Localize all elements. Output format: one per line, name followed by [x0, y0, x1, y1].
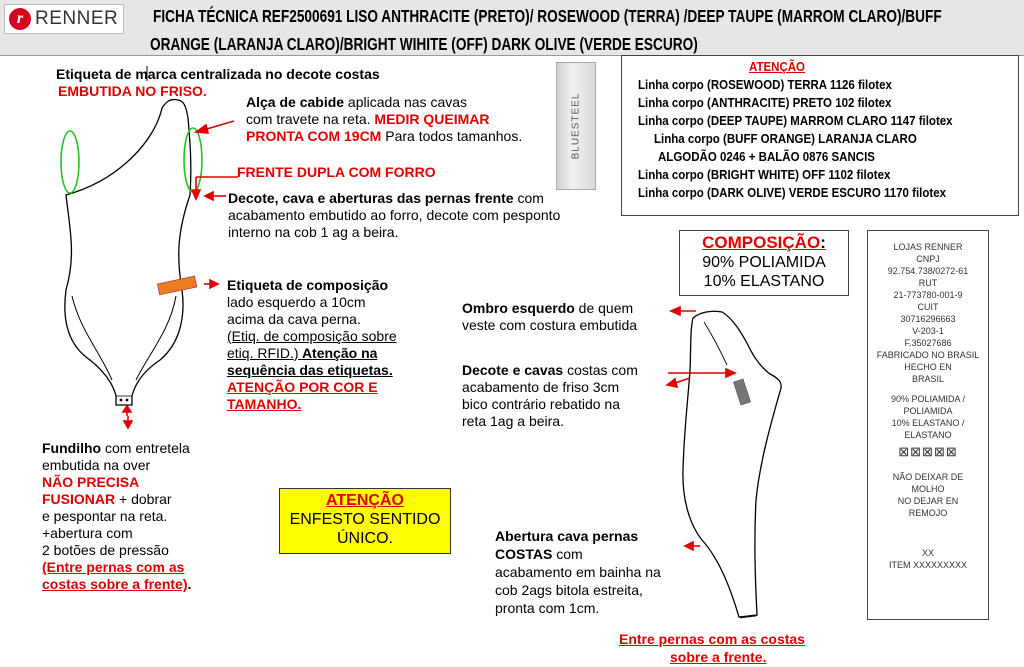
- care-line: RUT: [918, 278, 938, 288]
- note-etiq-comp-l4: etiq. RFID.) Atenção na: [227, 345, 378, 361]
- note-etiq-comp-title: Etiqueta de composição: [227, 277, 389, 293]
- note-botoes: 2 botões de pressão: [42, 542, 169, 558]
- note-decote-line3: interno na cob 1 ag a beira.: [228, 224, 399, 240]
- logo-text: RENNER: [35, 8, 119, 29]
- thread-line-6: Linha corpo (BRIGHT WHITE) OFF 1102 filotex: [638, 168, 891, 182]
- care-comp-line: 90% POLIAMIDA /: [890, 394, 966, 404]
- note-decote-costas: Decote e cavas costas com: [462, 362, 638, 378]
- care-instr-line: REMOJO: [908, 508, 948, 518]
- note-decote-line2: acabamento embutido ao forro, decote com pesponto: [228, 207, 561, 223]
- note-abertura-costas-l3: acabamento em bainha na: [495, 564, 661, 580]
- thread-line-1: Linha corpo (ROSEWOOD) TERRA 1126 filotex: [638, 78, 892, 92]
- care-line: CUIT: [917, 302, 939, 312]
- note-atencao-cor: ATENÇÃO POR COR E: [227, 379, 378, 395]
- front-swimsuit-sketch: [65, 99, 191, 405]
- note-entre-pernas-bottom-l1: Entre pernas com as costas: [619, 631, 805, 647]
- enfesto-title: ATENÇÃO: [326, 492, 404, 509]
- care-comp-line: POLIAMIDA: [903, 406, 953, 416]
- care-line: CNPJ: [916, 254, 940, 264]
- care-line: FABRICADO NO BRASIL: [876, 350, 980, 360]
- note-etiqueta-marca: Etiqueta de marca centralizada no decote costas: [56, 66, 380, 82]
- thread-attention-box: [621, 55, 1019, 216]
- care-line: 92.754.738/0272-61: [887, 266, 969, 276]
- care-size: XX: [921, 548, 934, 558]
- attention-title: ATENÇÃO: [749, 60, 806, 74]
- note-costas: COSTAS com: [495, 546, 583, 562]
- note-decote-costas-l3: bico contrário rebatido na: [462, 396, 620, 412]
- bluesteel-woven-tag: [556, 62, 596, 190]
- note-etiq-comp-l2: acima da cava perna.: [227, 311, 361, 327]
- note-abertura-costas: Abertura cava pernas: [495, 528, 639, 544]
- woven-tag-text: BLUESTEEL: [570, 92, 582, 160]
- note-abertura-com: +abertura com: [42, 525, 133, 541]
- thread-line-2: Linha corpo (ANTHRACITE) PRETO 102 filotex: [638, 96, 892, 110]
- care-line: LOJAS RENNER: [893, 242, 963, 252]
- care-item: ITEM XXXXXXXXX: [888, 560, 968, 570]
- note-pespontar: e pespontar na reta.: [42, 508, 168, 524]
- note-fundilho-l2: embutida na over: [42, 457, 151, 473]
- care-instr-line: NO DEJAR EN: [897, 496, 959, 506]
- care-label: [867, 230, 989, 620]
- note-etiq-comp-l5: sequência das etiquetas.: [227, 362, 393, 378]
- enfesto-attention-box: [279, 488, 451, 554]
- header-bar: [0, 0, 1024, 56]
- note-abertura-costas-l4: cob 2ags bitola estreita,: [495, 582, 643, 598]
- note-decote-frente: Decote, cava e aberturas das pernas frente com: [228, 190, 544, 206]
- note-fundilho: Fundilho com entretela: [42, 440, 190, 456]
- note-entre-pernas-bottom-l2: sobre a frente.: [670, 649, 767, 665]
- note-tamanho: TAMANHO.: [227, 396, 302, 412]
- care-line: F.35027686: [904, 338, 952, 348]
- thread-line-7: Linha corpo (DARK OLIVE) VERDE ESCURO 1170 filotex: [638, 186, 946, 200]
- composition-title: COMPOSIÇÃO:: [702, 233, 826, 252]
- care-symbols-icon: ⊠⊠⊠⊠⊠: [898, 444, 958, 459]
- thread-line-5: ALGODÃO 0246 + BALÃO 0876 SANCIS: [658, 150, 875, 164]
- composition-line-1: 90% POLIAMIDA: [702, 254, 826, 271]
- thread-line-3: Linha corpo (DEEP TAUPE) MARROM CLARO 1147 filotex: [638, 114, 953, 128]
- care-comp-line: ELASTANO: [904, 430, 952, 440]
- note-alca-line3: PRONTA COM 19CM Para todos tamanhos.: [246, 128, 523, 144]
- composition-line-2: 10% ELASTANO: [703, 273, 825, 290]
- care-instr-line: NÃO DEIXAR DE: [892, 472, 964, 482]
- note-etiq-comp-l3: (Etiq. de composição sobre: [227, 328, 397, 344]
- title-line-1: FICHA TÉCNICA REF2500691 LISO ANTHRACITE (PRETO)/ ROSEWOOD (TERRA) /DEEP TAUPE (MARROM CLARO)/BUFF: [153, 6, 942, 26]
- note-decote-costas-l4: reta 1ag a beira.: [462, 413, 564, 429]
- care-line: HECHO EN: [904, 362, 952, 372]
- note-entre-pernas-l1: (Entre pernas com as: [42, 559, 185, 575]
- renner-logo: [4, 4, 124, 34]
- back-neck-label: [734, 379, 751, 405]
- care-instr-line: MOLHO: [911, 484, 945, 494]
- note-ombro-l2: veste com costura embutida: [462, 317, 638, 333]
- enfesto-line-2: ÚNICO.: [337, 530, 393, 547]
- note-abertura-costas-l5: pronta com 1cm.: [495, 600, 600, 616]
- note-nao-precisa: NÃO PRECISA: [42, 474, 140, 490]
- note-fusionar: FUSIONAR + dobrar: [42, 491, 172, 507]
- note-alca-line2: com travete na reta. MEDIR QUEIMAR: [246, 111, 490, 127]
- note-frente-dupla: FRENTE DUPLA COM FORRO: [237, 164, 436, 180]
- title-line-2: ORANGE (LARANJA CLARO)/BRIGHT WIHITE (OFF) DARK OLIVE (VERDE ESCURO): [150, 34, 698, 54]
- note-embutida-friso: EMBUTIDA NO FRISO.: [58, 83, 207, 99]
- care-line: 21-773780-001-9: [893, 290, 963, 300]
- green-oval-left: [61, 131, 79, 193]
- note-ombro: Ombro esquerdo de quem: [462, 300, 634, 316]
- back-swimsuit-sketch: [683, 311, 781, 618]
- care-line: BRASIL: [911, 374, 944, 384]
- care-comp-line: 10% ELASTANO /: [891, 418, 965, 428]
- renner-r-icon: r: [9, 8, 31, 30]
- composition-box: [679, 230, 849, 296]
- green-oval-right: [184, 128, 202, 192]
- thread-line-4: Linha corpo (BUFF ORANGE) LARANJA CLARO: [654, 132, 917, 146]
- care-line: V-203-1: [912, 326, 944, 336]
- note-alca-cabide: Alça de cabide aplicada nas cavas: [246, 94, 468, 110]
- care-line: 30716296663: [900, 314, 956, 324]
- composition-tag-marker: [157, 276, 196, 295]
- note-decote-costas-l2: acabamento de friso 3cm: [462, 379, 620, 395]
- note-entre-pernas-l2: costas sobre a frente).: [42, 576, 192, 592]
- enfesto-line-1: ENFESTO SENTIDO: [289, 511, 441, 528]
- crotch-snaps: [120, 399, 129, 402]
- note-etiq-comp-l1: lado esquerdo a 10cm: [227, 294, 366, 310]
